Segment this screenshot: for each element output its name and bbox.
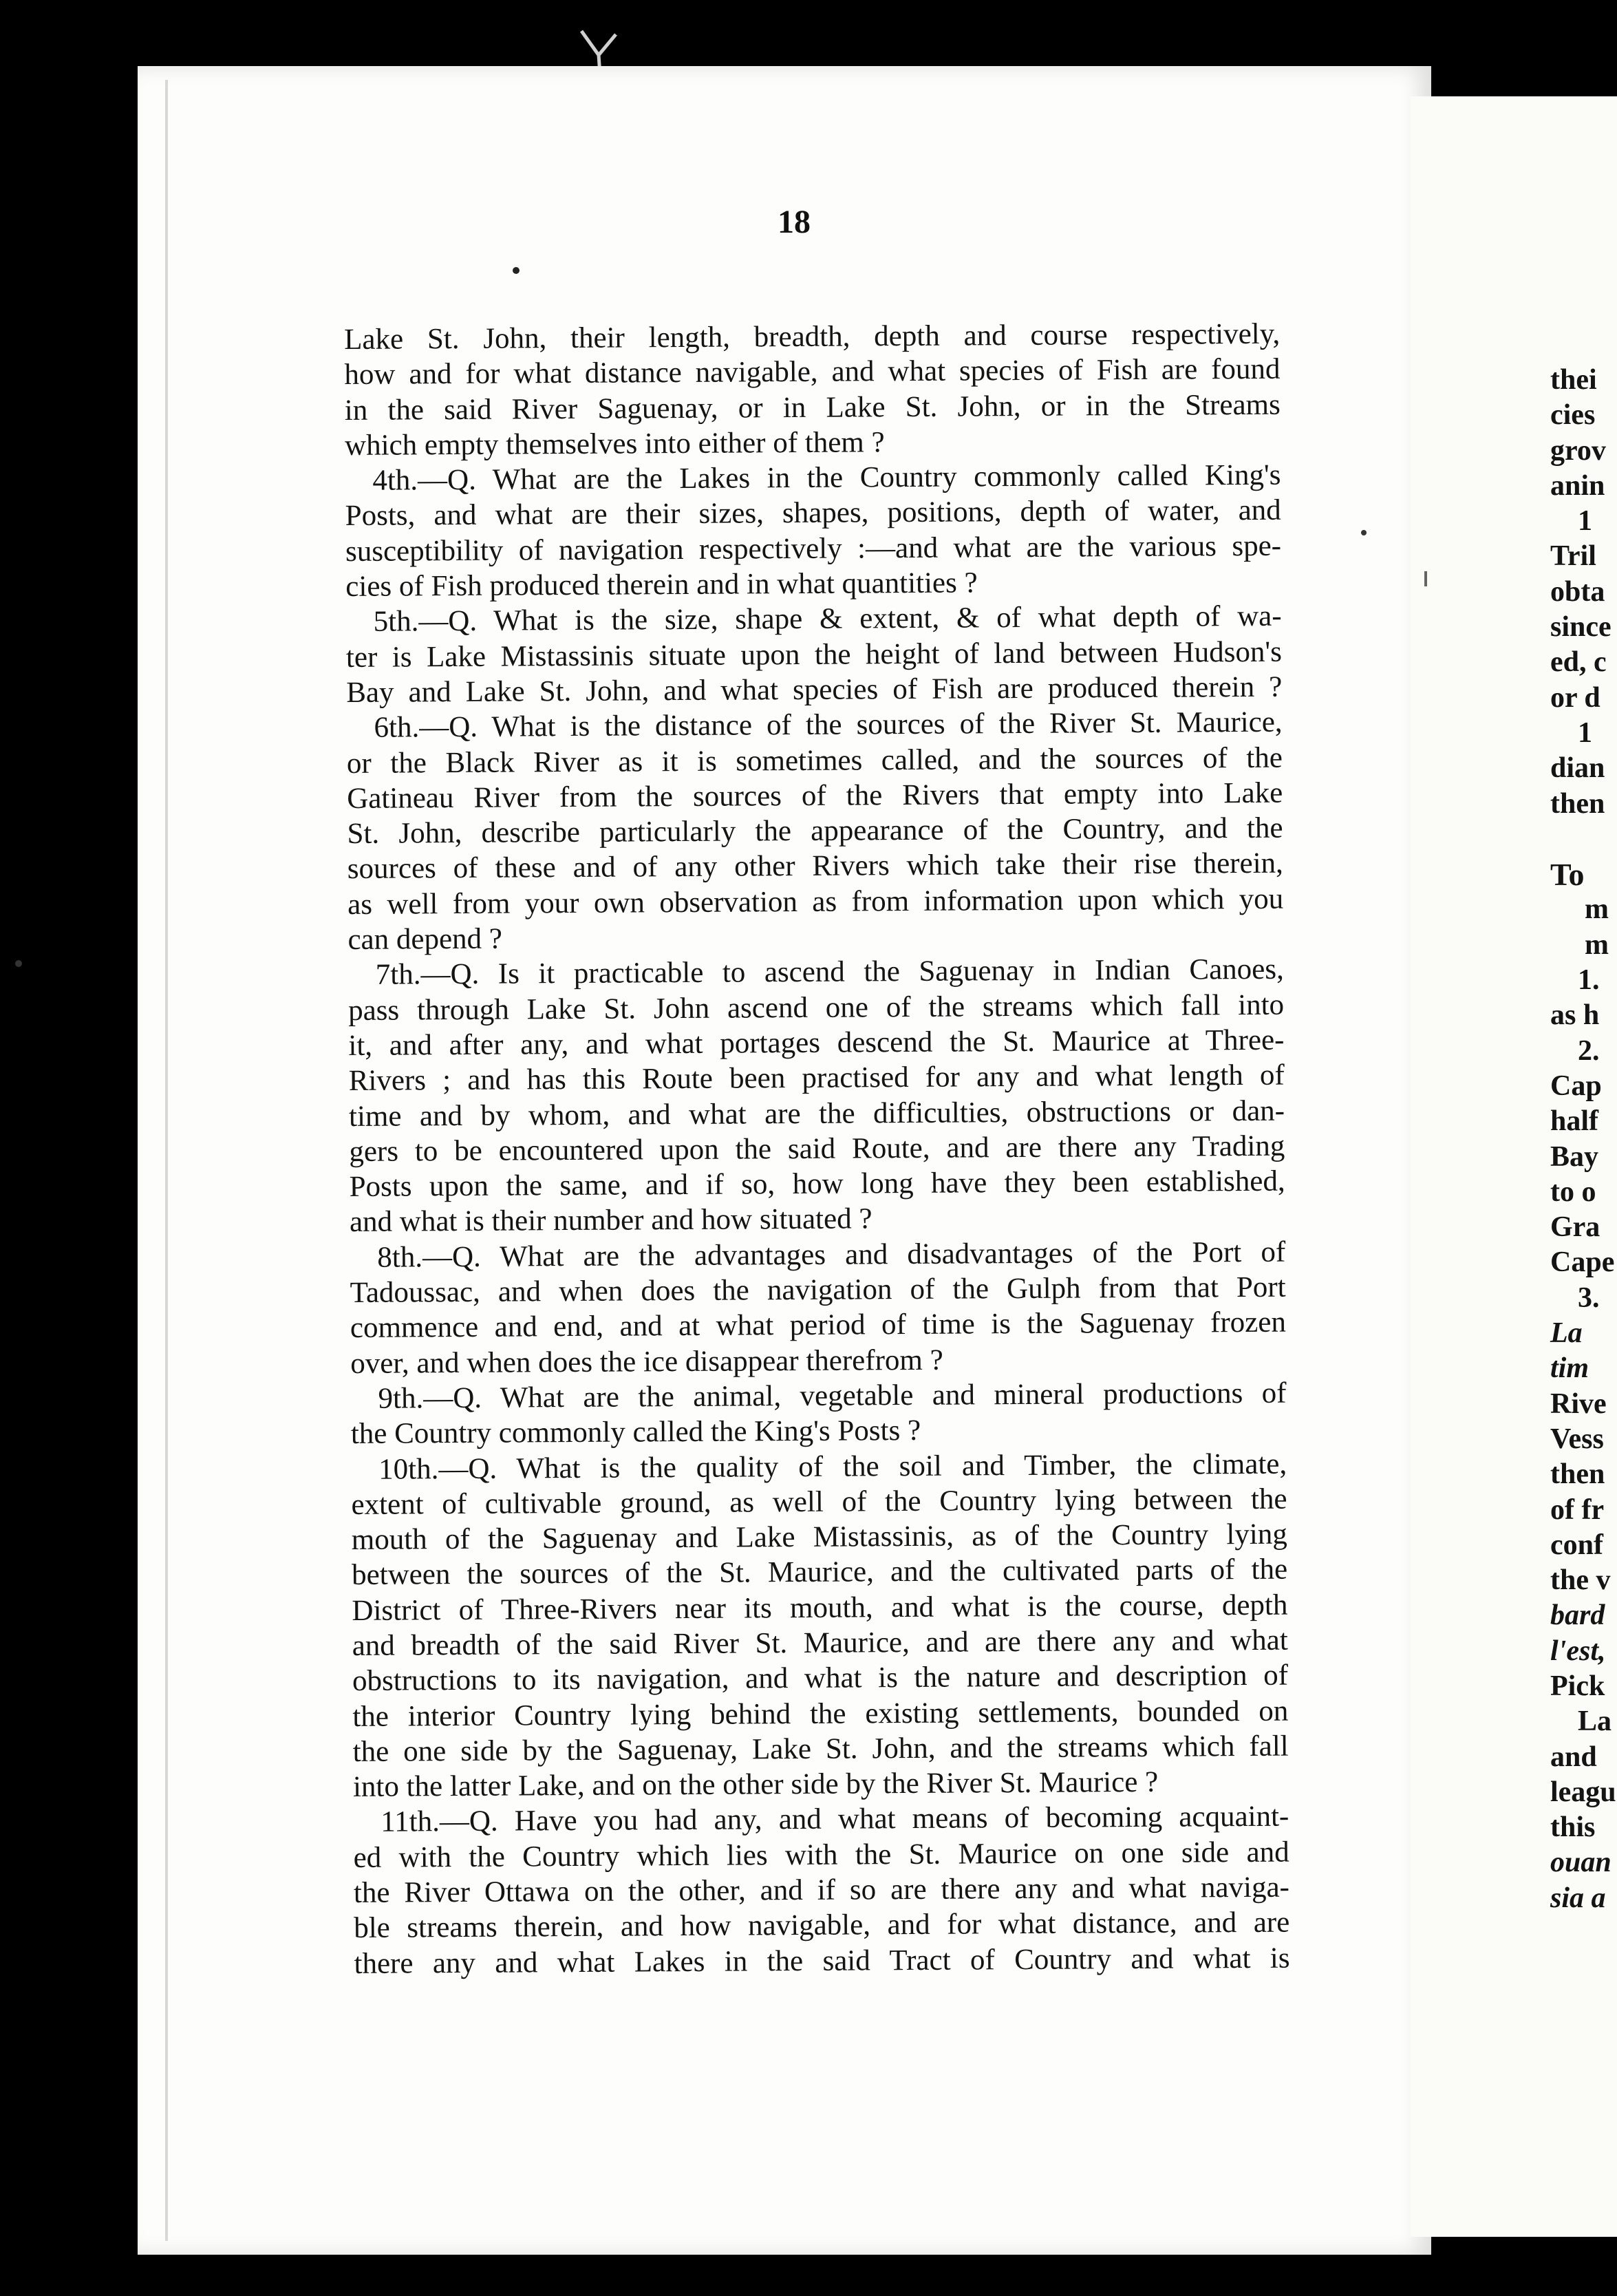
text-line: Gatineau River from the sources of the Rivers that empty into Lake [347, 776, 1283, 815]
right-line: 1 [1578, 716, 1592, 749]
right-line: the v [1550, 1564, 1611, 1597]
text-line: Posts upon the same, and if so, how long have they been established, [349, 1165, 1285, 1204]
text-line: the River Ottawa on the other, and if so are there any and what naviga- [353, 1871, 1290, 1910]
right-line: grov [1550, 434, 1606, 467]
right-line: conf [1550, 1529, 1603, 1561]
ink-speck [1361, 530, 1367, 535]
right-line: ouan [1550, 1847, 1611, 1879]
right-line: obta [1550, 575, 1605, 608]
right-line: bard [1550, 1599, 1605, 1632]
text-line: the one side by the Saguenay, Lake St. John, and the streams which fall [352, 1730, 1289, 1768]
text-line: St. John, describe particularly the appearance of the Country, and the [347, 811, 1283, 851]
text-line: District of Three-Rivers near its mouth, and what is the course, depth [352, 1588, 1288, 1627]
right-line: cies [1550, 399, 1596, 432]
text-line: there any and what Lakes in the said Tract of Country and what is [354, 1942, 1290, 1980]
right-line: since [1550, 611, 1611, 644]
text-line: over, and when does the ice disappear therefrom ? [350, 1343, 943, 1380]
right-line: to o [1550, 1176, 1596, 1208]
text-line: Lake St. John, their length, breadth, depth and course respectively, [344, 317, 1281, 356]
body-text [344, 317, 1290, 1981]
right-line: thei [1550, 364, 1597, 396]
text-line: Posts, and what are their sizes, shapes, positions, depth of water, and [345, 494, 1281, 533]
right-line: ed, c [1550, 646, 1607, 679]
right-line: of fr [1550, 1494, 1605, 1526]
text-line: 6th.—Q. What is the distance of the sources of the River St. Maurice, [374, 705, 1283, 745]
text-line: into the latter Lake, and on the other side by the River St. Maurice ? [352, 1765, 1159, 1804]
text-line: 11th.—Q. Have you had any, and what means of becoming acquaint- [381, 1800, 1289, 1839]
right-line: tim [1550, 1352, 1589, 1385]
text-line: how and for what distance navigable, and what species of Fish are found [344, 352, 1281, 392]
text-line: obstructions to its navigation, and what is the nature and description of [352, 1659, 1289, 1698]
text-line: as well from your own observation as from information upon which you [347, 882, 1284, 921]
right-line: m [1585, 928, 1609, 961]
text-line: 7th.—Q. Is it practicable to ascend the Saguenay in Indian Canoes, [375, 953, 1284, 992]
right-line: La [1578, 1705, 1612, 1738]
text-line: between the sources of the St. Maurice, and the cultivated parts of the [351, 1553, 1288, 1592]
right-line [1550, 822, 1616, 857]
right-line: then [1550, 787, 1605, 820]
right-line: 1. [1578, 964, 1600, 997]
right-line: 2. [1578, 1034, 1600, 1067]
text-line: it, and after any, and what portages descend the St. Maurice at Three- [348, 1023, 1285, 1062]
text-line: 9th.—Q. What are the animal, vegetable and mineral productions of [378, 1376, 1287, 1415]
ink-speck [15, 960, 22, 967]
right-line: leagu [1550, 1776, 1616, 1808]
text-line: extent of cultivable ground, as well of the Country lying between the [351, 1482, 1287, 1521]
text-line: which empty themselves into either of them ? [344, 426, 885, 462]
right-line: Cap [1550, 1070, 1602, 1102]
text-line: commence and end, and at what period of time is the Saguenay frozen [350, 1306, 1287, 1345]
text-line: and breadth of the said River St. Maurice, and are there any and what [352, 1624, 1288, 1662]
text-line: 4th.—Q. What are the Lakes in the Country commonly called King's [372, 458, 1281, 497]
right-line: Vess [1550, 1423, 1604, 1455]
page-number: 18 [778, 204, 811, 240]
right-line: 3. [1578, 1282, 1600, 1314]
text-line: pass through Lake St. John ascend one of the streams which fall into [347, 988, 1285, 1027]
right-line: sia a [1550, 1882, 1606, 1914]
text-line: 10th.—Q. What is the quality of the soil and Timber, the climate, [378, 1447, 1287, 1486]
right-line: Cape [1550, 1246, 1615, 1279]
right-line: this [1550, 1811, 1596, 1844]
ink-dot [513, 267, 520, 274]
text-line: can depend ? [347, 922, 503, 957]
right-line: m [1585, 893, 1609, 926]
text-line: mouth of the Saguenay and Lake Mistassinis, as of the Country lying [351, 1518, 1287, 1557]
right-line: l'est, [1550, 1635, 1606, 1667]
text-line: 8th.—Q. What are the advantages and disadvantages of the Port of [377, 1235, 1286, 1274]
right-line: as h [1550, 999, 1600, 1032]
right-line: then [1550, 1458, 1605, 1491]
fold-mark [1424, 571, 1427, 586]
text-line: gers to be encountered upon the said Route, and are there any Trading [349, 1129, 1285, 1168]
right-line: or d [1550, 681, 1600, 714]
right-line: Pick [1550, 1670, 1605, 1702]
text-line: time and by whom, and what are the difficulties, obstructions or dan- [348, 1094, 1285, 1133]
text-line: Bay and Lake St. John, and what species of Fish are produced therein ? [346, 670, 1283, 709]
right-line: and [1550, 1741, 1597, 1773]
right-line: half [1550, 1105, 1599, 1138]
text-line: ble streams therein, and how navigable, and for what distance, and are [354, 1906, 1290, 1945]
text-line: Rivers ; and has this Route been practised for any and what length of [348, 1059, 1285, 1098]
right-line: 1 [1578, 505, 1592, 538]
text-line: the Country commonly called the King's Posts ? [350, 1414, 921, 1451]
text-line: susceptibility of navigation respectively :—and what are the various spe- [345, 529, 1282, 568]
right-line: Tril [1550, 540, 1596, 573]
right-line: La [1550, 1317, 1583, 1350]
right-line: dian [1550, 752, 1605, 785]
right-line: Bay [1550, 1140, 1599, 1173]
text-line: ter is Lake Mistassinis situate upon the height of land between Hudson's [345, 635, 1283, 674]
page-edge [165, 80, 168, 2241]
text-line: and what is their number and how situated ? [349, 1202, 872, 1239]
text-line: cies of Fish produced therein and in what quantities ? [345, 566, 978, 604]
right-line: Rive [1550, 1388, 1607, 1420]
text-line: Tadoussac, and when does the navigation of the Gulph from that Port [350, 1271, 1286, 1309]
text-line: in the said River Saguenay, or in Lake St. John, or in the Streams [344, 388, 1281, 427]
right-line: anin [1550, 469, 1605, 502]
text-line: or the Black River as it is sometimes called, and the sources of the [346, 741, 1283, 780]
right-line: To [1550, 857, 1585, 893]
right-page-text [1550, 363, 1616, 1916]
text-line: sources of these and of any other Rivers which take their rise therein, [347, 847, 1283, 886]
text-line: ed with the Country which lies with the St. Maurice on one side and [353, 1836, 1289, 1874]
text-line: 5th.—Q. What is the size, shape & extent, & of what depth of wa- [373, 600, 1282, 639]
text-line: the interior Country lying behind the existing settlements, bounded on [352, 1694, 1289, 1733]
right-line: Gra [1550, 1211, 1600, 1244]
